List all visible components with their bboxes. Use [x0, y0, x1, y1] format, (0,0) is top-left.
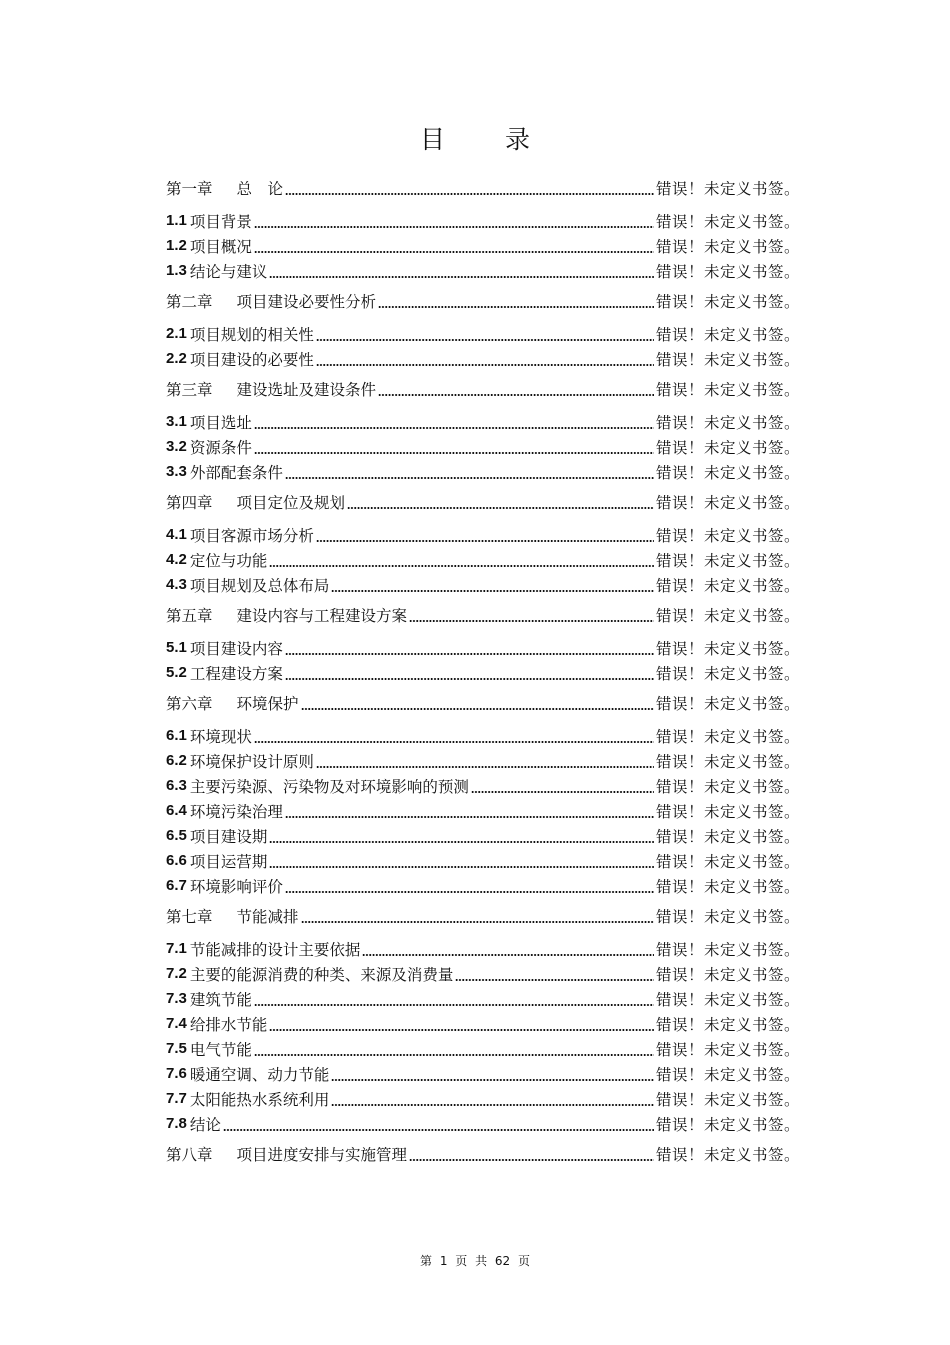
- toc-entry-number: 第五章: [166, 607, 213, 625]
- toc-entry-title: 建设选址及建设条件: [236, 381, 377, 399]
- toc-entry-number: 第四章: [166, 494, 213, 512]
- toc-entry-title: 项目客源市场分析: [189, 526, 314, 545]
- toc-entry-page-ref: 错误！未定义书签。: [656, 1146, 801, 1164]
- toc-section-entry[interactable]: [166, 748, 811, 773]
- toc-entry-number: 2.1: [166, 325, 187, 342]
- toc-entry-title: 项目背景: [189, 212, 252, 231]
- toc-entry-number: 第三章: [166, 381, 213, 399]
- toc-section-entry[interactable]: [166, 547, 811, 572]
- toc-entry-number: 4.2: [166, 551, 187, 568]
- toc-entry-page-ref: 错误！未定义书签。: [656, 212, 801, 231]
- toc-entry-number: 6.5: [166, 827, 187, 844]
- toc-chapter-entry[interactable]: [166, 898, 811, 934]
- toc-entry-page-ref: 错误！未定义书签。: [656, 413, 801, 432]
- toc-entry-number: 3.2: [166, 438, 187, 455]
- toc-entry-page-ref: 错误！未定义书签。: [656, 325, 801, 344]
- toc-entry-title: 定位与功能: [189, 551, 268, 570]
- toc-section-entry[interactable]: [166, 522, 811, 547]
- toc-entry-title: 项目选址: [189, 413, 252, 432]
- toc-entry-title: 建筑节能: [189, 990, 252, 1009]
- toc-entry-title: 环境污染治理: [189, 802, 283, 821]
- toc-entry-number: 第六章: [166, 695, 213, 713]
- toc-entry-number: 4.3: [166, 576, 187, 593]
- toc-entry-title: 环境影响评价: [189, 877, 283, 896]
- toc-entry-title: 主要的能源消费的种类、来源及消费量: [189, 965, 454, 984]
- toc-entry-page-ref: 错误！未定义书签。: [656, 463, 801, 482]
- toc-entry-title: 暖通空调、动力节能: [189, 1065, 330, 1084]
- toc-entry-number: 7.4: [166, 1015, 187, 1032]
- toc-entry-number: 5.2: [166, 664, 187, 681]
- page-footer: 第 1 页 共 62 页: [420, 1254, 530, 1268]
- dot-leader: [301, 912, 654, 924]
- dot-leader: [316, 355, 654, 367]
- dot-leader: [316, 757, 654, 769]
- dot-leader: [285, 807, 654, 819]
- toc-entry-title: 项目建设期: [189, 827, 268, 846]
- toc-entry-title: 项目建设内容: [189, 639, 283, 658]
- toc-section-entry[interactable]: [166, 1036, 811, 1061]
- toc-entry-page-ref: 错误！未定义书签。: [656, 965, 801, 984]
- toc-entry-page-ref: 错误！未定义书签。: [656, 727, 801, 746]
- toc-entry-title: 总 论: [236, 180, 284, 198]
- toc-entry-title: 资源条件: [189, 438, 252, 457]
- toc-entry-page-ref: 错误！未定义书签。: [656, 1065, 801, 1084]
- toc-entry-title: 电气节能: [189, 1040, 252, 1059]
- dot-leader: [254, 217, 654, 229]
- toc-entry-title: 项目建设的必要性: [189, 350, 314, 369]
- dot-leader: [269, 556, 654, 568]
- toc-section-entry[interactable]: [166, 798, 811, 823]
- toc-section-entry[interactable]: [166, 258, 811, 283]
- dot-leader: [269, 832, 654, 844]
- dot-leader: [254, 242, 654, 254]
- toc-section-entry[interactable]: [166, 986, 811, 1011]
- toc-entry-title: 项目概况: [189, 237, 252, 256]
- toc-entry-title: 外部配套条件: [189, 463, 283, 482]
- toc-entry-number: 7.2: [166, 965, 187, 982]
- toc-entry-number: 7.3: [166, 990, 187, 1007]
- toc-entry-number: 第八章: [166, 1146, 213, 1164]
- toc-section-entry[interactable]: [166, 1086, 811, 1111]
- toc-entry-title: 结论: [189, 1115, 221, 1134]
- toc-entry-page-ref: 错误！未定义书签。: [656, 293, 801, 311]
- toc-entry-number: 第一章: [166, 180, 213, 198]
- toc-entry-page-ref: 错误！未定义书签。: [656, 438, 801, 457]
- toc-chapter-entry[interactable]: [166, 484, 811, 520]
- toc-entry-page-ref: 错误！未定义书签。: [656, 237, 801, 256]
- dot-leader: [285, 468, 654, 480]
- dot-leader: [269, 267, 654, 279]
- toc-section-entry[interactable]: [166, 572, 811, 597]
- toc-entry-page-ref: 错误！未定义书签。: [656, 607, 801, 625]
- dot-leader: [254, 732, 654, 744]
- toc-entry-page-ref: 错误！未定义书签。: [656, 639, 801, 658]
- toc-entry-page-ref: 错误！未定义书签。: [656, 990, 801, 1009]
- toc-entry-title: 结论与建议: [189, 262, 268, 281]
- dot-leader: [471, 782, 654, 794]
- table-of-contents: [166, 170, 811, 1172]
- dot-leader: [223, 1120, 654, 1132]
- toc-entry-title: 给排水节能: [189, 1015, 268, 1034]
- toc-entry-title: 节能减排的设计主要依据: [189, 940, 361, 959]
- toc-section-entry[interactable]: [166, 346, 811, 371]
- toc-section-entry[interactable]: [166, 208, 811, 233]
- dot-leader: [378, 385, 654, 397]
- toc-entry-page-ref: 错误！未定义书签。: [656, 1040, 801, 1059]
- toc-entry-number: 5.1: [166, 639, 187, 656]
- toc-section-entry[interactable]: [166, 1011, 811, 1036]
- toc-section-entry[interactable]: [166, 1061, 811, 1086]
- toc-section-entry[interactable]: [166, 773, 811, 798]
- toc-chapter-entry[interactable]: [166, 371, 811, 407]
- toc-entry-page-ref: 错误！未定义书签。: [656, 877, 801, 896]
- toc-entry-page-ref: 错误！未定义书签。: [656, 494, 801, 512]
- dot-leader: [254, 443, 654, 455]
- toc-entry-number: 6.1: [166, 727, 187, 744]
- toc-entry-title: 环境现状: [189, 727, 252, 746]
- toc-entry-title: 项目进度安排与实施管理: [236, 1146, 408, 1164]
- dot-leader: [285, 644, 654, 656]
- dot-leader: [285, 184, 654, 196]
- dot-leader: [347, 498, 654, 510]
- toc-entry-page-ref: 错误！未定义书签。: [656, 852, 801, 871]
- toc-section-entry[interactable]: [166, 660, 811, 685]
- toc-entry-page-ref: 错误！未定义书签。: [656, 381, 801, 399]
- dot-leader: [331, 581, 654, 593]
- toc-entry-number: 6.4: [166, 802, 187, 819]
- toc-entry-number: 第二章: [166, 293, 213, 311]
- toc-entry-number: 6.6: [166, 852, 187, 869]
- toc-entry-page-ref: 错误！未定义书签。: [656, 777, 801, 796]
- toc-entry-title: 太阳能热水系统利用: [189, 1090, 330, 1109]
- toc-section-entry[interactable]: [166, 635, 811, 660]
- dot-leader: [285, 882, 654, 894]
- toc-entry-number: 1.3: [166, 262, 187, 279]
- toc-entry-title: 项目规划的相关性: [189, 325, 314, 344]
- toc-entry-page-ref: 错误！未定义书签。: [656, 350, 801, 369]
- toc-entry-page-ref: 错误！未定义书签。: [656, 1090, 801, 1109]
- dot-leader: [378, 297, 654, 309]
- toc-entry-number: 7.1: [166, 940, 187, 957]
- toc-entry-number: 6.3: [166, 777, 187, 794]
- toc-entry-page-ref: 错误！未定义书签。: [656, 827, 801, 846]
- toc-section-entry[interactable]: [166, 823, 811, 848]
- toc-chapter-entry[interactable]: [166, 597, 811, 633]
- toc-chapter-entry[interactable]: [166, 685, 811, 721]
- dot-leader: [331, 1070, 654, 1082]
- toc-entry-title: 主要污染源、污染物及对环境影响的预测: [189, 777, 469, 796]
- toc-entry-page-ref: 错误！未定义书签。: [656, 262, 801, 281]
- dot-leader: [362, 945, 654, 957]
- toc-entry-page-ref: 错误！未定义书签。: [656, 695, 801, 713]
- toc-entry-title: 项目建设必要性分析: [236, 293, 377, 311]
- toc-entry-title: 环境保护设计原则: [189, 752, 314, 771]
- toc-entry-number: 1.1: [166, 212, 187, 229]
- toc-section-entry[interactable]: [166, 233, 811, 258]
- toc-entry-number: 7.5: [166, 1040, 187, 1057]
- toc-entry-page-ref: 错误！未定义书签。: [656, 752, 801, 771]
- toc-entry-number: 3.1: [166, 413, 187, 430]
- dot-leader: [409, 1150, 654, 1162]
- toc-entry-number: 3.3: [166, 463, 187, 480]
- toc-section-entry[interactable]: [166, 723, 811, 748]
- dot-leader: [316, 531, 654, 543]
- toc-section-entry[interactable]: [166, 321, 811, 346]
- toc-section-entry[interactable]: [166, 434, 811, 459]
- toc-entry-number: 7.8: [166, 1115, 187, 1132]
- dot-leader: [254, 1045, 654, 1057]
- toc-section-entry[interactable]: [166, 1111, 811, 1136]
- dot-leader: [331, 1095, 654, 1107]
- page-title: 目录: [419, 125, 590, 154]
- toc-entry-number: 第七章: [166, 908, 213, 926]
- toc-chapter-entry[interactable]: [166, 170, 811, 206]
- toc-entry-number: 2.2: [166, 350, 187, 367]
- toc-entry-title: 工程建设方案: [189, 664, 283, 683]
- toc-entry-page-ref: 错误！未定义书签。: [656, 526, 801, 545]
- toc-entry-page-ref: 错误！未定义书签。: [656, 1015, 801, 1034]
- toc-section-entry[interactable]: [166, 459, 811, 484]
- dot-leader: [316, 330, 654, 342]
- toc-section-entry[interactable]: [166, 409, 811, 434]
- toc-entry-title: 建设内容与工程建设方案: [236, 607, 408, 625]
- toc-entry-page-ref: 错误！未定义书签。: [656, 1115, 801, 1134]
- toc-entry-page-ref: 错误！未定义书签。: [656, 551, 801, 570]
- toc-section-entry[interactable]: [166, 848, 811, 873]
- toc-entry-page-ref: 错误！未定义书签。: [656, 576, 801, 595]
- toc-entry-title: 项目运营期: [189, 852, 268, 871]
- toc-entry-page-ref: 错误！未定义书签。: [656, 664, 801, 683]
- dot-leader: [254, 418, 654, 430]
- dot-leader: [455, 970, 654, 982]
- toc-entry-page-ref: 错误！未定义书签。: [656, 908, 801, 926]
- dot-leader: [285, 669, 654, 681]
- toc-entry-number: 1.2: [166, 237, 187, 254]
- toc-entry-number: 6.2: [166, 752, 187, 769]
- dot-leader: [301, 699, 654, 711]
- toc-chapter-entry[interactable]: [166, 1136, 811, 1172]
- toc-section-entry[interactable]: [166, 873, 811, 898]
- dot-leader: [409, 611, 654, 623]
- toc-entry-number: 6.7: [166, 877, 187, 894]
- toc-entry-title: 项目规划及总体布局: [189, 576, 330, 595]
- dot-leader: [254, 995, 654, 1007]
- toc-entry-title: 节能减排: [236, 908, 299, 926]
- toc-entry-number: 7.7: [166, 1090, 187, 1107]
- toc-entry-number: 7.6: [166, 1065, 187, 1082]
- dot-leader: [269, 1020, 654, 1032]
- toc-chapter-entry[interactable]: [166, 283, 811, 319]
- toc-section-entry[interactable]: [166, 961, 811, 986]
- toc-entry-page-ref: 错误！未定义书签。: [656, 180, 801, 198]
- toc-section-entry[interactable]: [166, 936, 811, 961]
- toc-entry-page-ref: 错误！未定义书签。: [656, 802, 801, 821]
- dot-leader: [269, 857, 654, 869]
- toc-entry-number: 4.1: [166, 526, 187, 543]
- toc-entry-page-ref: 错误！未定义书签。: [656, 940, 801, 959]
- toc-entry-title: 项目定位及规划: [236, 494, 346, 512]
- toc-entry-title: 环境保护: [236, 695, 299, 713]
